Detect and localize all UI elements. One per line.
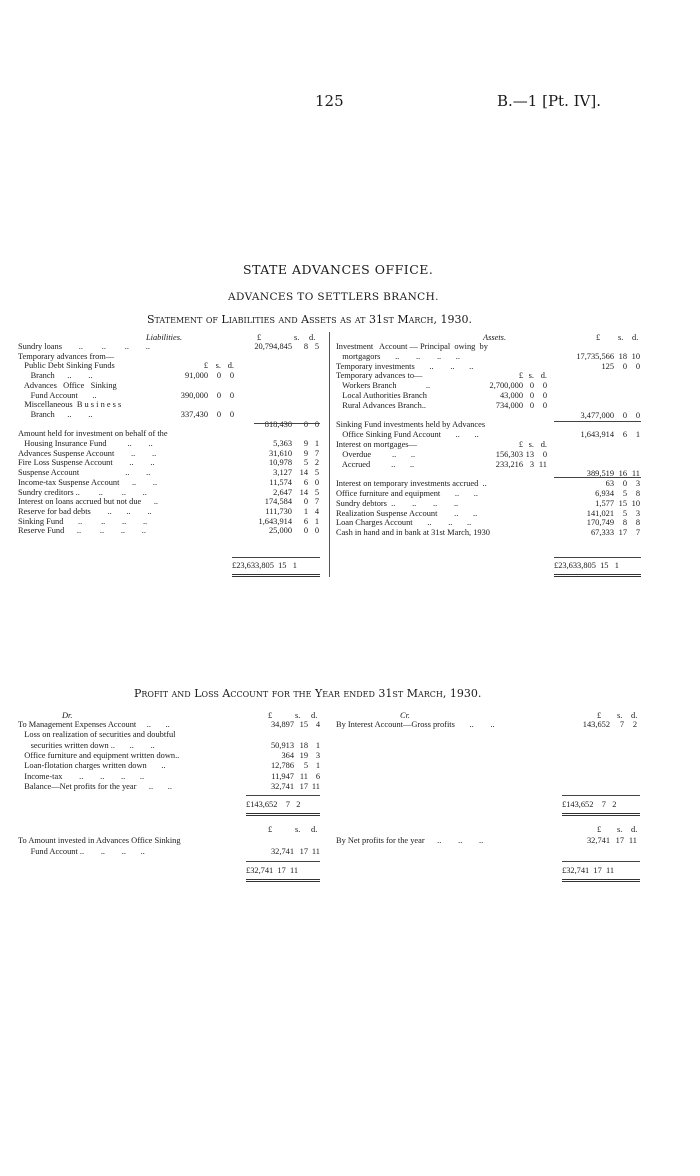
cr-total-double-rule [562, 813, 640, 816]
asset-line-s: 0 [622, 479, 627, 489]
liab-line-d: 0 [314, 477, 319, 487]
asset-line-label: Overdue .. .. [336, 449, 416, 459]
pl-dr-col-pence: d. [311, 711, 318, 720]
document-reference: B.—1 [Pt. IV]. [497, 92, 601, 110]
pl2-cr-col-shilling: s. [617, 825, 623, 834]
asset-line-amt: 3,477,000 [580, 410, 614, 420]
liab-line-label: Sundry creditors .. .. .. .. [18, 487, 147, 497]
dr-heading: Dr. [62, 711, 73, 720]
liab-line-s: 5 [303, 458, 308, 468]
cr2-line-amt: 32,741 [586, 836, 610, 845]
asset-line-s: 6 [622, 430, 627, 440]
cr-total: £143,652 7 2 [562, 800, 617, 809]
liab-line-s: 0 [303, 419, 308, 429]
cr-heading: Cr. [400, 711, 411, 720]
dr-total-rule [246, 795, 320, 796]
asset-line-amt: 1,577 [595, 498, 614, 508]
liab-total-rule [232, 557, 320, 558]
dr-line-amt: 50,913 [270, 740, 294, 750]
dr-line-amt: 12,786 [270, 761, 294, 771]
asset-line-s: 5 [622, 489, 627, 498]
page-number: 125 [315, 92, 344, 110]
asset-line-amt: 1,643,914 [580, 430, 614, 440]
assets-total: £23,633,805 15 1 [554, 561, 619, 570]
asset-line-s: 15 [618, 498, 627, 508]
pl-cr-col-pence: d. [631, 711, 638, 720]
liabilities-heading: Liabilities. [146, 333, 183, 342]
dr2-line-d: 11 [311, 847, 320, 856]
liab-line-d: 5 [314, 468, 319, 478]
liab-line-label: Reserve Fund .. .. .. .. [18, 526, 146, 536]
statement-title: Statement of Liabilities and Assets as at 31st March, 1930. [147, 313, 472, 326]
asset-subtotal-rule-2 [554, 477, 641, 478]
asset-line-label: Interest on temporary investments accrued .. [336, 479, 487, 489]
dr-line-amt: 11,947 [271, 771, 294, 781]
asset-line-sub: £ [518, 440, 523, 449]
liab-line-amt: 1,643,914 [258, 516, 292, 526]
asset-line-label: Office furniture and equipment .. .. [336, 489, 478, 498]
cr-line-label: By Interest Account—Gross profits .. .. [336, 720, 495, 729]
asset-total-rule [554, 557, 641, 558]
liab-line-amt: 174,584 [264, 497, 292, 507]
pl2-dr-col-pound: £ [268, 825, 273, 834]
asset-line-d: 3 [635, 479, 640, 489]
liab-line-ss: 0 [216, 409, 221, 419]
liab-line-d: 2 [314, 458, 319, 468]
dr2-line-label: To Amount invested in Advances Office Sinking [18, 836, 181, 845]
asset-line-amt: 170,749 [586, 518, 614, 528]
asset-line-label: Sinking Fund investments held by Advances [336, 420, 486, 430]
liab-line-amt: 818,430 [264, 419, 292, 429]
cr-total-rule [562, 795, 640, 796]
dr-line-d: 11 [311, 781, 320, 791]
dr-line-amt: 34,897 [270, 720, 294, 729]
dr2-total-rule [246, 861, 320, 862]
asset-subtotal-rule-1 [554, 421, 641, 422]
dr2-total: £32,741 17 11 [246, 866, 299, 875]
asset-line-ss: 0 [529, 381, 534, 391]
asset-line-label: Workers Branch .. [336, 381, 431, 391]
dr-total: £143,652 7 2 [246, 800, 301, 809]
liab-line-label: Sundry loans .. .. .. .. [18, 342, 150, 351]
liab-line-s: 6 [303, 516, 308, 526]
liab-line-sd: 0 [229, 390, 234, 400]
liab-line-amt: 11,574 [269, 477, 292, 487]
liabilities-total: £23,633,805 15 1 [232, 561, 297, 570]
liab-line-amt: 25,000 [268, 526, 292, 536]
liab-line-d: 5 [314, 487, 319, 497]
liab-line-sub: 337,430 [180, 409, 208, 419]
liab-line-label: Temporary advances from— [18, 351, 115, 361]
liab-col-shilling: s. [294, 333, 300, 342]
liab-line-d: 7 [314, 448, 319, 458]
asset-line-sd: 0 [542, 400, 547, 410]
asset-line-label: Local Authorities Branch [336, 391, 427, 400]
liab-line-d: 4 [314, 506, 319, 516]
liab-line-amt: 5,363 [273, 439, 292, 448]
liab-line-amt: 3,127 [273, 468, 292, 478]
asset-line-s: 0 [622, 410, 627, 420]
asset-line-d: 0 [635, 410, 640, 420]
asset-line-sd: 0 [542, 391, 547, 400]
liab-line-label: Suspense Account .. .. [18, 468, 151, 478]
asset-line-sd: d. [540, 440, 547, 449]
dr-line-label: securities written down .. .. .. [18, 740, 155, 750]
asset-col-pence: d. [632, 333, 639, 342]
dr-line-s: 11 [299, 771, 308, 781]
asset-line-amt: 141,021 [586, 508, 614, 518]
liab-line-label: Sinking Fund .. .. .. .. [18, 516, 148, 526]
asset-line-sd: d. [540, 371, 547, 381]
liab-line-sd: 0 [229, 371, 234, 381]
asset-line-sub: 734,000 [495, 400, 523, 410]
asset-line-sd: 0 [542, 381, 547, 391]
dr-line-label: Office furniture and equipment written down.. [18, 750, 180, 760]
liab-line-d: 0 [314, 526, 319, 536]
pl-cr-col-shilling: s. [617, 711, 623, 720]
liab-subtotal-rule [254, 423, 320, 424]
cr2-line-label: By Net profits for the year .. .. .. [336, 836, 484, 845]
asset-line-sd: 11 [538, 459, 547, 469]
column-divider [329, 332, 330, 577]
assets-heading: Assets. [483, 333, 507, 342]
dr-line-label: Loan-flotation charges written down .. [18, 761, 166, 771]
liab-line-d: 1 [314, 439, 319, 448]
asset-line-d: 10 [631, 351, 640, 361]
dr-line-d: 1 [315, 761, 320, 771]
pl2-dr-col-pence: d. [311, 825, 318, 834]
liab-line-s: 9 [303, 448, 308, 458]
liab-line-d: 0 [314, 419, 319, 429]
asset-line-label: Rural Advances Branch.. [336, 400, 427, 410]
liab-line-s: 14 [299, 468, 308, 478]
pl-title: Profit and Loss Account for the Year ended 31st March, 1930. [134, 687, 482, 700]
asset-line-label: Interest on mortgages— [336, 440, 417, 449]
asset-line-amt: 125 [601, 361, 614, 371]
pl-dr-col-pound: £ [268, 711, 273, 720]
asset-line-label: Cash in hand and in bank at 31st March, 1930 [336, 528, 490, 538]
cr-line-d: 2 [632, 720, 637, 729]
asset-line-sub: 2,700,000 [489, 381, 523, 391]
liab-line-label: Advances Office Sinking [18, 380, 117, 390]
pl2-dr-col-shilling: s. [295, 825, 301, 834]
asset-total-double-rule [554, 574, 641, 577]
asset-line-s: 5 [622, 508, 627, 518]
asset-col-shilling: s. [618, 333, 624, 342]
pl-cr-col-pound: £ [597, 711, 602, 720]
cr2-line-d: 11 [628, 836, 637, 845]
liab-total-double-rule [232, 574, 320, 577]
dr-line-d: 4 [315, 720, 320, 729]
asset-line-d: 11 [631, 469, 640, 479]
liab-line-s: 0 [303, 526, 308, 536]
asset-line-ss: 0 [529, 391, 534, 400]
asset-line-amt: 67,333 [590, 528, 614, 538]
branch-title: ADVANCES TO SETTLERS BRANCH. [228, 291, 439, 303]
pl-dr-col-shilling: s. [295, 711, 301, 720]
dr-line-s: 15 [299, 720, 308, 729]
asset-line-ss: 0 [529, 400, 534, 410]
liab-line-d: 5 [314, 342, 319, 351]
dr-line-s: 19 [299, 750, 308, 760]
dr-line-d: 3 [315, 750, 320, 760]
liab-line-label: Fire Loss Suspense Account .. .. [18, 458, 155, 468]
liab-line-label: Amount held for investment on behalf of the [18, 429, 168, 439]
asset-line-label: Sundry debtors .. .. .. .. [336, 498, 459, 508]
asset-line-label: Loan Charges Account .. .. .. [336, 518, 472, 528]
liab-line-label: Miscellaneous B u s i n e s s [18, 400, 122, 410]
asset-col-pound: £ [596, 333, 601, 342]
liab-line-sd: d. [227, 361, 234, 371]
asset-line-s: 18 [618, 351, 627, 361]
asset-line-sub: 156,303 [495, 449, 523, 459]
dr-line-label: To Management Expenses Account .. .. [18, 720, 170, 729]
liab-line-amt: 31,610 [268, 448, 292, 458]
liab-col-pence: d. [309, 333, 316, 342]
liab-line-s: 1 [303, 506, 308, 516]
asset-line-ss: s. [528, 371, 534, 381]
dr-line-amt: 32,741 [270, 781, 294, 791]
liab-line-label: Branch .. .. [18, 409, 93, 419]
liab-line-sub: 91,000 [184, 371, 208, 381]
dr-line-s: 18 [299, 740, 308, 750]
dr-line-s: 5 [303, 761, 308, 771]
asset-line-s: 0 [622, 361, 627, 371]
dr2-total-double-rule [246, 879, 320, 882]
dr2-line-s: 17 [299, 847, 308, 856]
dr-line-amt: 364 [281, 750, 294, 760]
asset-line-sub: 233,216 [495, 459, 523, 469]
pl2-cr-col-pence: d. [631, 825, 638, 834]
asset-line-label: Office Sinking Fund Account .. .. [336, 430, 479, 440]
cr2-total: £32,741 17 11 [562, 866, 615, 875]
pl2-cr-col-pound: £ [597, 825, 602, 834]
asset-line-s: 8 [622, 518, 627, 528]
dr-total-double-rule [246, 813, 320, 816]
asset-line-amt: 389,519 [586, 469, 614, 479]
asset-line-d: 7 [635, 528, 640, 538]
liab-line-amt: 10,978 [268, 458, 292, 468]
liab-line-amt: 20,794,845 [254, 342, 292, 351]
asset-line-label: Accrued .. .. [336, 459, 415, 469]
asset-line-d: 8 [635, 518, 640, 528]
liab-line-sub: £ [203, 361, 208, 371]
asset-line-label: Investment Account — Principal owing by [336, 342, 488, 351]
dr-line-label: Balance—Net profits for the year .. .. [18, 781, 172, 791]
dr-line-label: Loss on realization of securities and doubtful [18, 730, 176, 740]
dr2-line-label: Fund Account .. .. .. .. [18, 847, 145, 856]
asset-line-s: 17 [618, 528, 627, 538]
liab-line-label: Income-tax Suspense Account .. .. [18, 477, 158, 487]
liab-line-s: 9 [303, 439, 308, 448]
liab-line-label: Interest on loans accrued but not due .. [18, 497, 159, 507]
cr-line-amt: 143,652 [582, 720, 610, 729]
liab-line-sd: 0 [229, 409, 234, 419]
cr2-total-rule [562, 861, 640, 862]
asset-line-label: Realization Suspense Account .. .. [336, 508, 478, 518]
asset-line-ss: 3 [529, 459, 534, 469]
cr-line-s: 7 [619, 720, 624, 729]
liab-col-pound: £ [257, 333, 262, 342]
asset-line-amt: 17,735,566 [576, 351, 614, 361]
liab-line-label: Advances Suspense Account .. .. [18, 448, 157, 458]
liab-line-ss: 0 [216, 371, 221, 381]
dr-line-d: 6 [315, 771, 320, 781]
cr2-total-double-rule [562, 879, 640, 882]
asset-line-label: Temporary investments .. .. .. [336, 361, 474, 371]
asset-line-d: 8 [635, 489, 640, 498]
liab-line-amt: 111,730 [265, 506, 292, 516]
liab-line-ss: 0 [216, 390, 221, 400]
dr2-line-amt: 32,741 [270, 847, 294, 856]
liab-line-sub: 390,000 [180, 390, 208, 400]
liab-line-s: 14 [299, 487, 308, 497]
liab-line-s: 0 [303, 497, 308, 507]
liab-line-label: Fund Account .. [18, 390, 97, 400]
asset-line-ss: 13 [525, 449, 534, 459]
liab-line-label: Reserve for bad debts .. .. .. [18, 506, 152, 516]
liab-line-label: Branch .. .. [18, 371, 93, 381]
liab-line-d: 7 [314, 497, 319, 507]
asset-line-amt: 6,934 [595, 489, 614, 498]
liab-line-s: 8 [303, 342, 308, 351]
asset-line-label: mortgagors .. .. .. .. [336, 351, 460, 361]
liab-line-label: Public Debt Sinking Funds [18, 361, 115, 371]
asset-line-sub: 43,000 [499, 391, 523, 400]
asset-line-label: Temporary advances to— [336, 371, 423, 381]
office-title: STATE ADVANCES OFFICE. [243, 262, 434, 277]
dr-line-d: 1 [315, 740, 320, 750]
dr-line-label: Income-tax .. .. .. .. [18, 771, 145, 781]
liab-line-label: Housing Insurance Fund .. .. [18, 439, 153, 448]
asset-line-s: 16 [618, 469, 627, 479]
cr2-line-s: 17 [615, 836, 624, 845]
asset-line-d: 0 [635, 361, 640, 371]
liab-line-amt: 2,647 [273, 487, 292, 497]
dr-line-s: 17 [299, 781, 308, 791]
liab-line-s: 6 [303, 477, 308, 487]
asset-line-ss: s. [528, 440, 534, 449]
asset-line-sub: £ [518, 371, 523, 381]
asset-line-d: 10 [631, 498, 640, 508]
asset-line-sd: 0 [542, 449, 547, 459]
asset-line-d: 3 [635, 508, 640, 518]
liab-line-ss: s. [215, 361, 221, 371]
liab-line-d: 1 [314, 516, 319, 526]
asset-line-amt: 63 [605, 479, 614, 489]
asset-line-d: 1 [635, 430, 640, 440]
